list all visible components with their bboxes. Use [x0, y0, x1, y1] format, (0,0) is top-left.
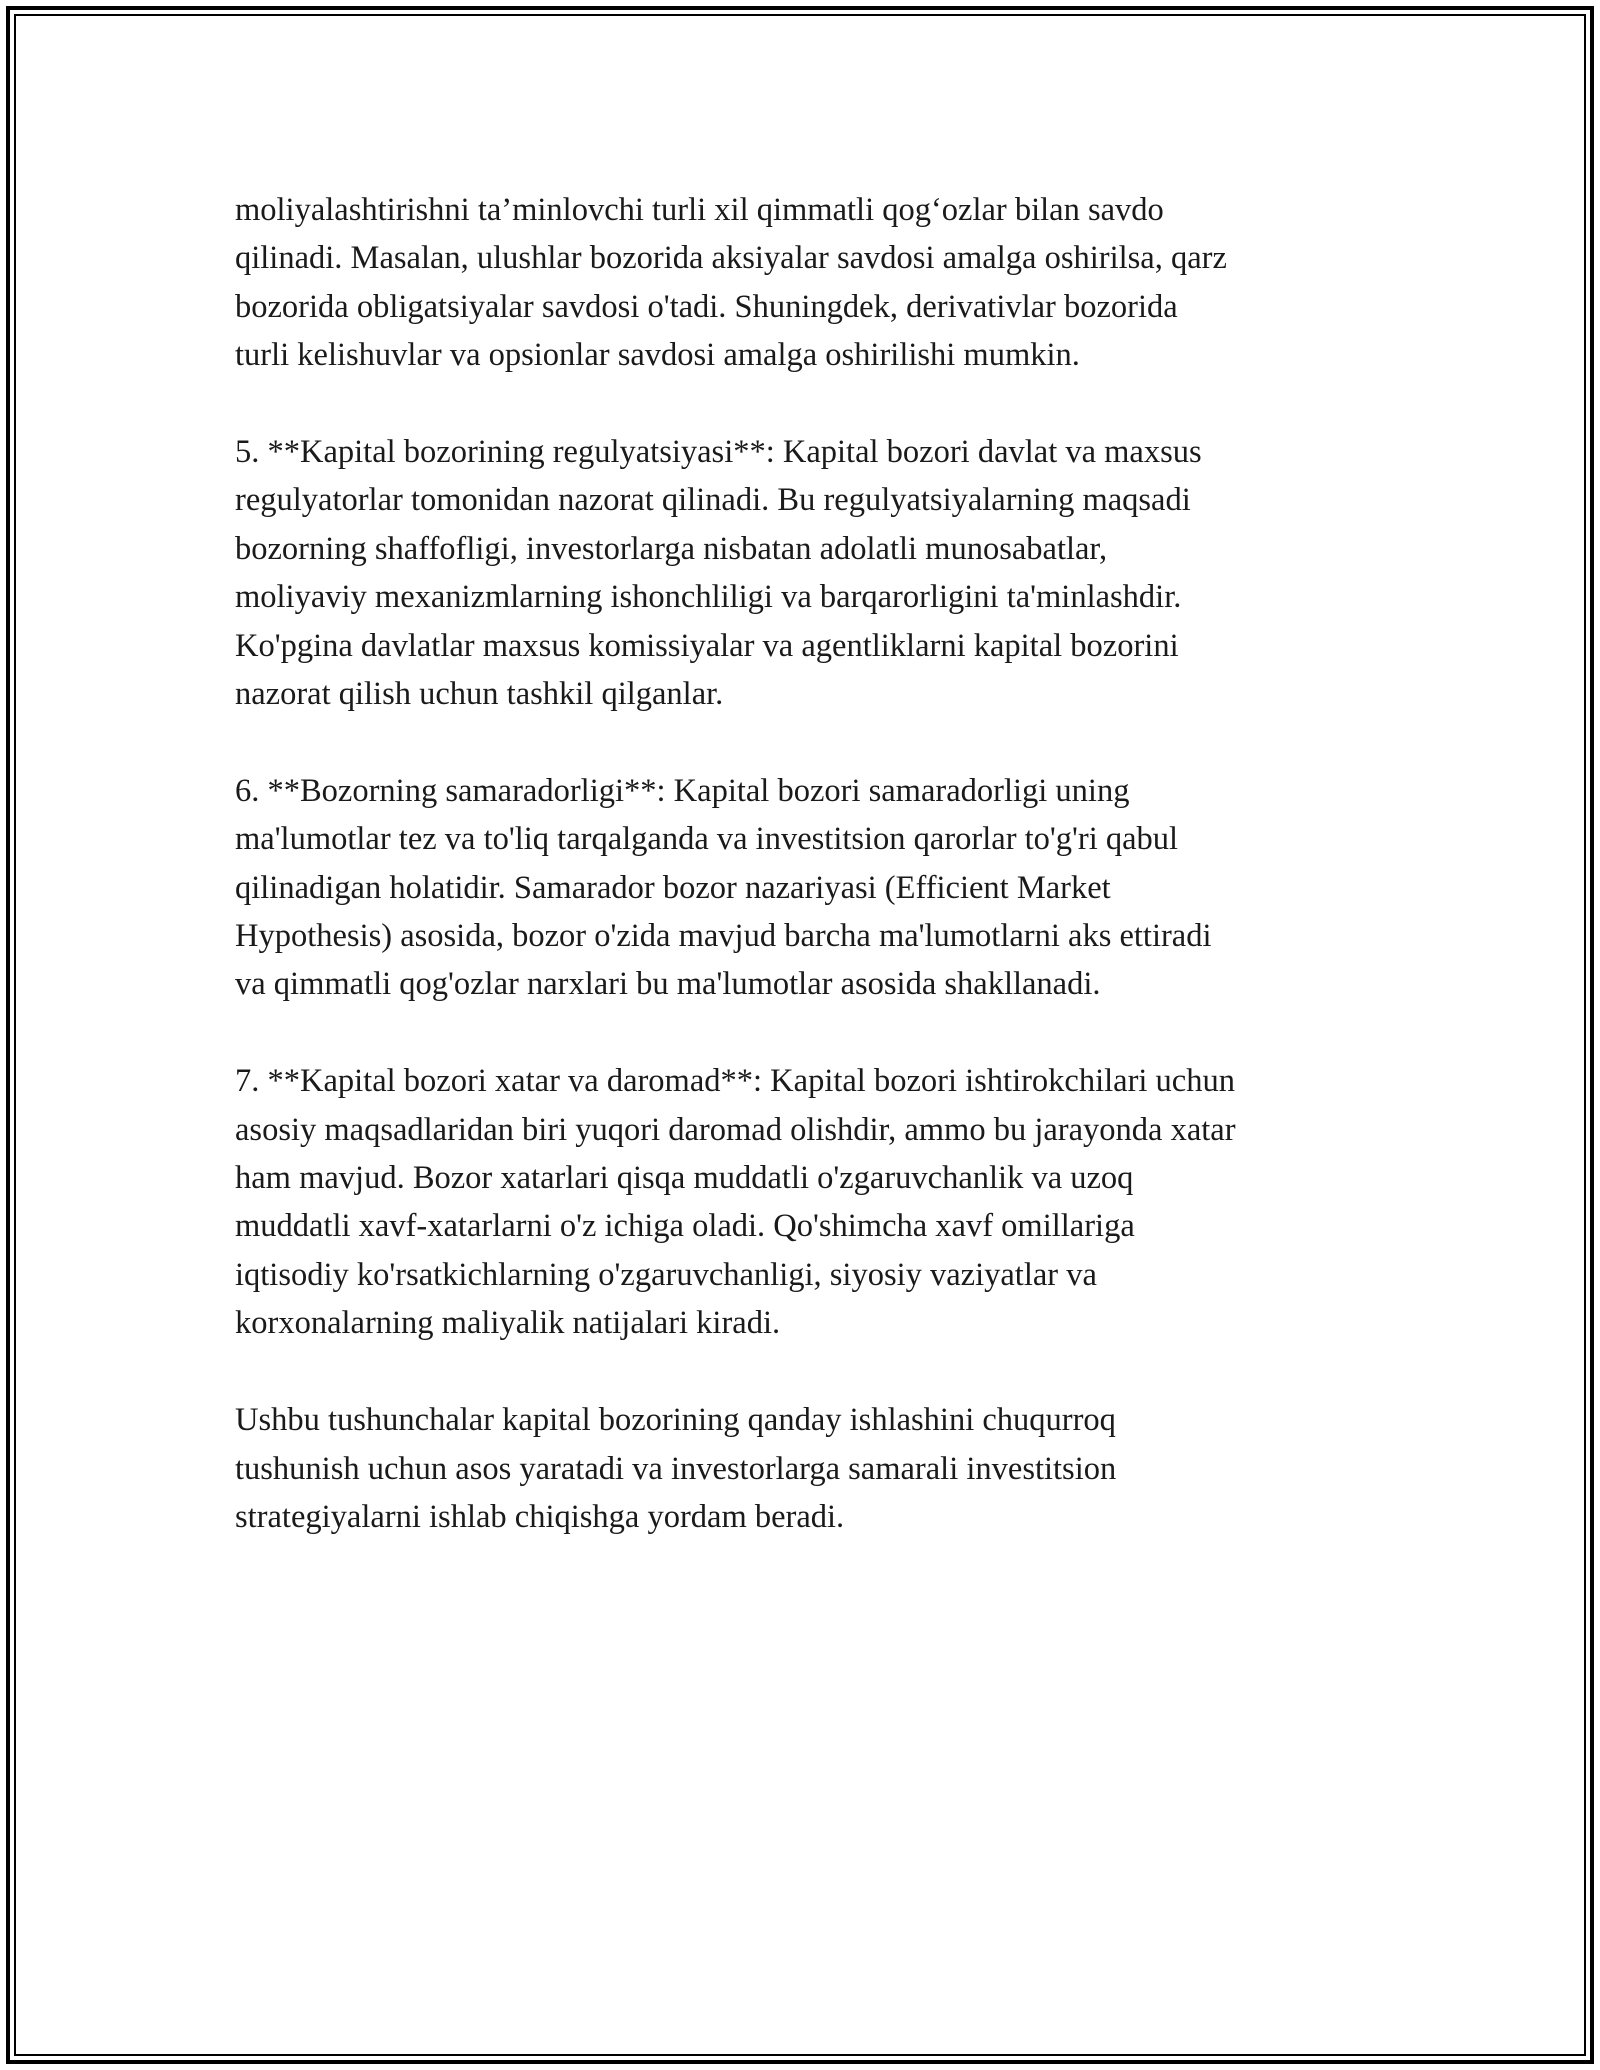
text-line: 7. **Kapital bozori xatar va daromad**: Kapital bozori ishtirokchilari uchun: [235, 1063, 1235, 1100]
text-line: strategiyalarni ishlab chiqishga yordam beradi.: [235, 1498, 845, 1535]
text-line: muddatli xavf-xatarlarni o'z ichiga oladi. Qo'shimcha xavf omillariga: [235, 1208, 1135, 1245]
text-line: 6. **Bozorning samaradorligi**: Kapital bozori samaradorligi uning: [235, 772, 1130, 809]
text-line: iqtisodiy ko'rsatkichlarning o'zgaruvchanligi, siyosiy vaziyatlar va: [235, 1256, 1097, 1293]
text-line: asosiy maqsadlaridan biri yuqori daromad olishdir, ammo bu jarayonda xatar: [235, 1111, 1236, 1148]
text-line: moliyaviy mexanizmlarning ishonchliligi va barqarorligini ta'minlashdir.: [235, 579, 1182, 616]
paragraph-item-6: [235, 767, 1395, 1009]
text-line: regulyatorlar tomonidan nazorat qilinadi. Bu regulyatsiyalarning maqsadi: [235, 482, 1191, 519]
paragraph-item-5: [235, 428, 1395, 718]
text-line: tushunish uchun asos yaratadi va investorlarga samarali investitsion: [235, 1450, 1117, 1487]
text-line: qilinadi. Masalan, ulushlar bozorida aksiyalar savdosi amalga oshirilsa, qarz: [235, 240, 1227, 277]
text-line: ham mavjud. Bozor xatarlari qisqa muddatli o'zgaruvchanlik va uzoq: [235, 1160, 1134, 1197]
text-line: va qimmatli qog'ozlar narxlari bu ma'lumotlar asosida shakllanadi.: [235, 966, 1101, 1003]
text-line: bozorida obligatsiyalar savdosi o'tadi. Shuningdek, derivativlar bozorida: [235, 288, 1178, 325]
text-line: nazorat qilish uchun tashkil qilganlar.: [235, 676, 724, 713]
text-line: bozorning shaffofligi, investorlarga nisbatan adolatli munosabatlar,: [235, 530, 1108, 567]
paragraph-item-7: [235, 1057, 1395, 1347]
text-line: Hypothesis) asosida, bozor o'zida mavjud barcha ma'lumotlarni aks ettiradi: [235, 918, 1212, 955]
text-line: ma'lumotlar tez va to'liq tarqalganda va investitsion qarorlar to'g'ri qabul: [235, 821, 1179, 858]
text-line: 5. **Kapital bozorining regulyatsiyasi**: Kapital bozori davlat va maxsus: [235, 434, 1202, 471]
text-line: moliyalashtirishni ta’minlovchi turli xil qimmatli qog‘ozlar bilan savdo: [235, 192, 1164, 228]
paragraph-intro-continuation: [235, 186, 1395, 380]
document-body: [235, 186, 1395, 1590]
paragraph-conclusion: [235, 1396, 1395, 1541]
text-line: turli kelishuvlar va opsionlar savdosi amalga oshirilishi mumkin.: [235, 337, 1080, 374]
text-line: korxonalarning maliyalik natijalari kiradi.: [235, 1305, 781, 1342]
text-line: Ko'pgina davlatlar maxsus komissiyalar va agentliklarni kapital bozorini: [235, 627, 1179, 664]
text-line: qilinadigan holatidir. Samarador bozor nazariyasi (Efficient Market: [235, 869, 1111, 906]
text-line: Ushbu tushunchalar kapital bozorining qanday ishlashini chuqurroq: [235, 1402, 1116, 1439]
